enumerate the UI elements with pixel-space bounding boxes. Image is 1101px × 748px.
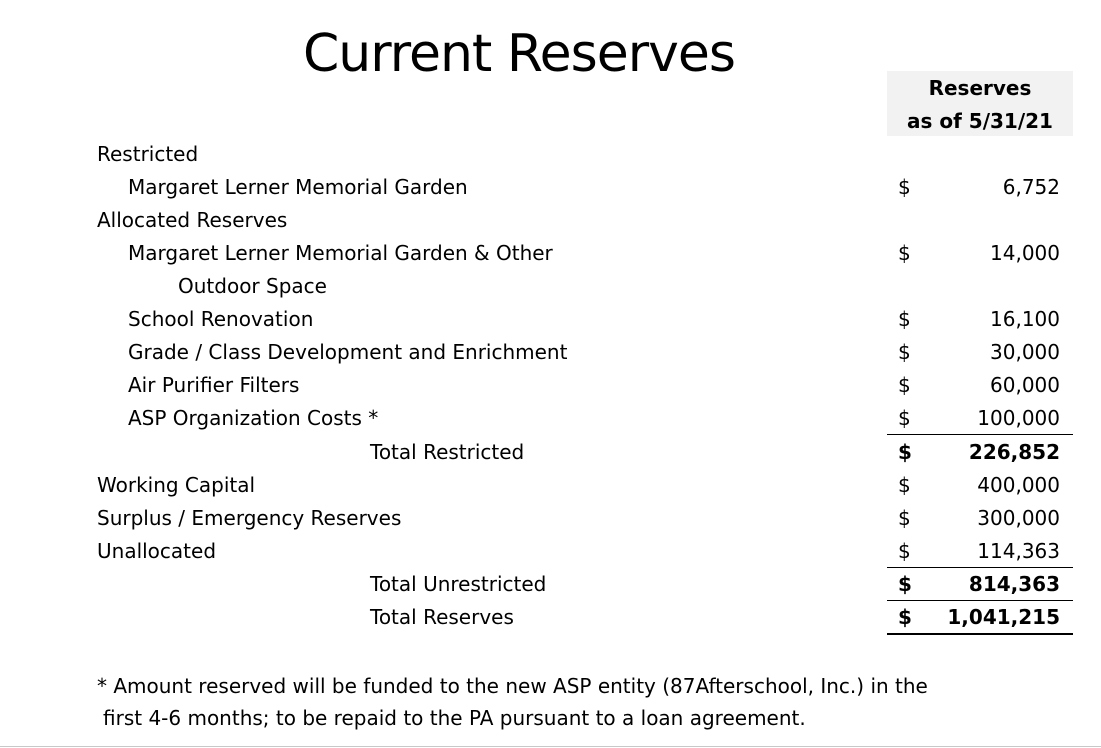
row-amount: 16,100 [990,307,1060,331]
row-amount: 814,363 [968,572,1060,596]
row-label: Grade / Class Development and Enrichment [128,340,568,364]
column-header [887,71,1073,136]
footnote-line2: first 4-6 months; to be repaid to the PA pursuant to a loan agreement. [103,706,806,730]
row-amount: 300,000 [977,506,1060,530]
column-header-line2: as of 5/31/21 [907,109,1053,133]
row-amount: 6,752 [1002,175,1060,199]
total-row-reserves [0,601,1101,634]
row-amount: 100,000 [977,406,1060,430]
total-row-unrestricted [0,568,1101,601]
row-currency: $ [898,440,912,464]
row-label: Outdoor Space [178,274,327,298]
row-currency: $ [898,539,911,563]
row-label: Total Unrestricted [370,572,547,596]
row-label: Margaret Lerner Memorial Garden [128,175,468,199]
bottom-border [0,746,1101,747]
row-currency: $ [898,373,911,397]
table-row-margaret-garden [0,171,1101,204]
row-amount: 1,041,215 [947,605,1060,629]
footnote-line1: * Amount reserved will be funded to the new ASP entity (87Afterschool, Inc.) in the [97,674,928,698]
row-amount: 226,852 [968,440,1060,464]
row-amount: 30,000 [990,340,1060,364]
row-label: Working Capital [97,473,256,497]
row-currency: $ [898,506,911,530]
table-row-unallocated [0,535,1101,568]
row-label: Total Reserves [370,605,514,629]
section-row-restricted [0,138,1101,171]
table-row-air-purifier [0,369,1101,402]
grand-total-rule [887,633,1073,635]
column-header-line1: Reserves [928,76,1032,100]
row-label: Air Purifier Filters [128,373,300,397]
row-currency: $ [898,241,911,265]
row-currency: $ [898,605,912,629]
row-amount: 114,363 [977,539,1060,563]
row-currency: $ [898,406,911,430]
row-label: ASP Organization Costs * [128,406,379,430]
row-currency: $ [898,340,911,364]
row-currency: $ [898,473,911,497]
row-label: Allocated Reserves [97,208,288,232]
row-amount: 400,000 [977,473,1060,497]
row-label: Total Restricted [370,440,525,464]
table-row-surplus [0,502,1101,535]
row-currency: $ [898,572,912,596]
table-row-continuation [0,270,1101,303]
row-currency: $ [898,175,911,199]
row-label: Restricted [97,142,199,166]
table-row-garden-other [0,237,1101,270]
table-row-school-renovation [0,303,1101,336]
row-amount: 14,000 [990,241,1060,265]
table-row-working-capital [0,469,1101,502]
row-label: Unallocated [97,539,217,563]
row-label: Surplus / Emergency Reserves [97,506,402,530]
section-row-allocated [0,204,1101,237]
total-row-restricted [0,436,1101,469]
page-title: Current Reserves [303,24,735,84]
row-label: Margaret Lerner Memorial Garden & Other [128,241,553,265]
total-rule [887,434,1073,435]
row-label: School Renovation [128,307,314,331]
row-currency: $ [898,307,911,331]
table-row-grade-class [0,336,1101,369]
row-amount: 60,000 [990,373,1060,397]
footnote [97,670,1087,734]
table-row-asp-costs [0,402,1101,435]
